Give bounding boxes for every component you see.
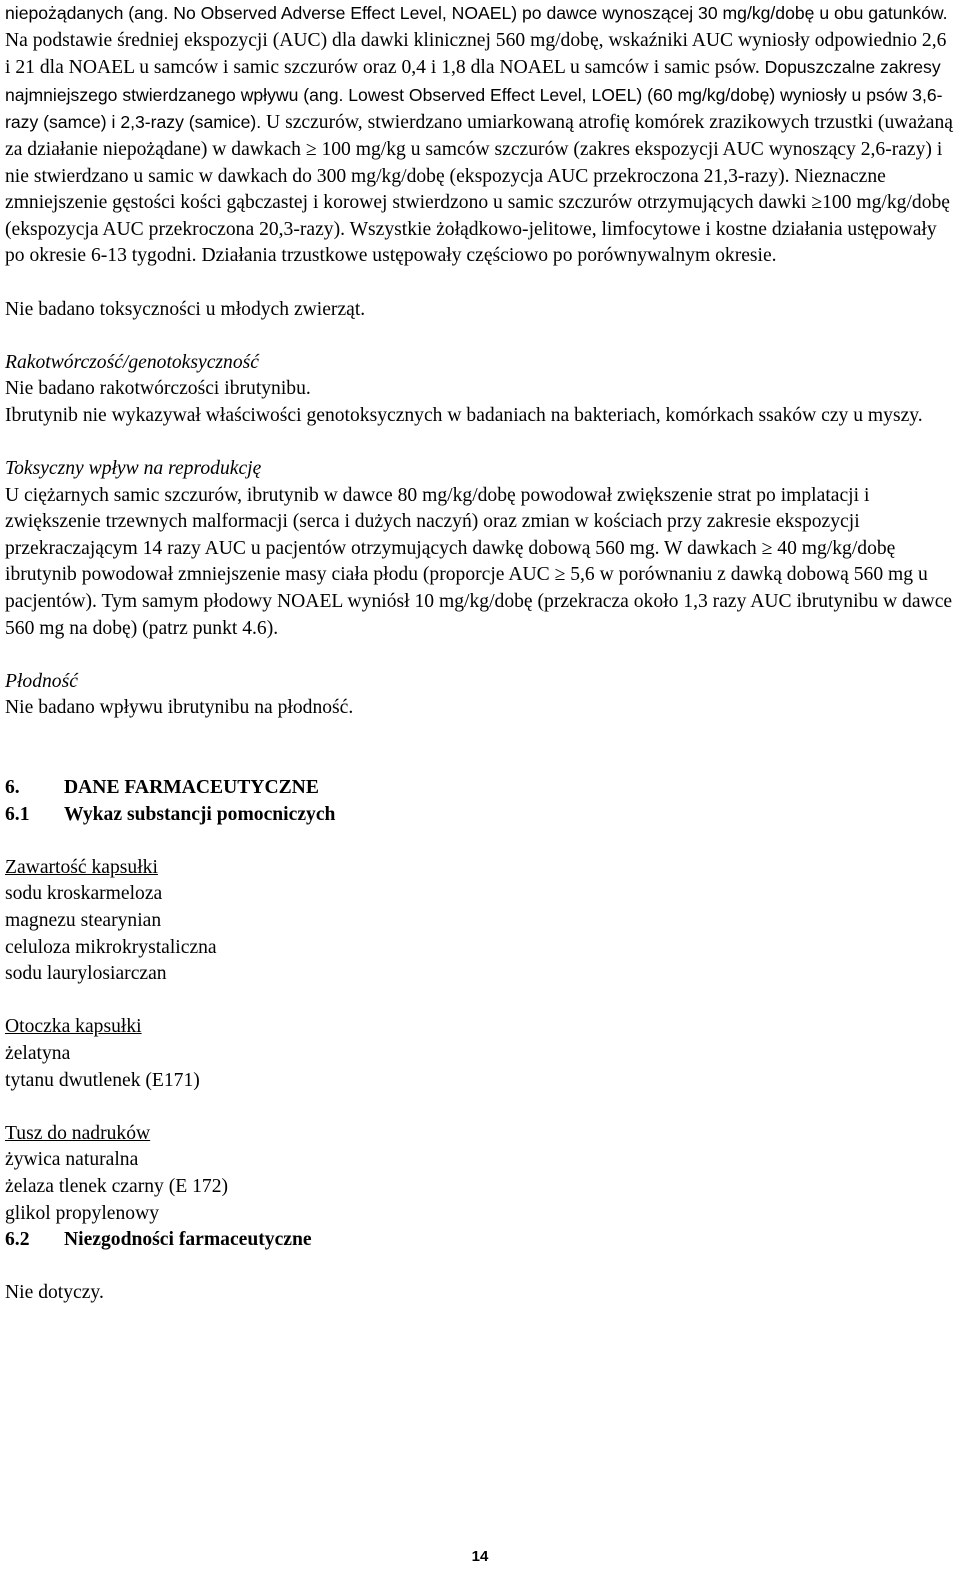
noael-text-3: Dopuszczalne zakresy najmniejszego stwierdzanego wpływu (ang. Lowest Observed Effect Level, LOEL) (60 mg/kg/dobę) wyniosły u psów 3,6-razy (samce) i 2,3-razy (samice).	[5, 57, 943, 133]
carcinogenicity-section	[5, 350, 955, 430]
carcinogenicity-line-2: Ibrutynib nie wykazywał właściwości genotoksycznych w badaniach na bakteriach, komórkach ssaków czy u myszy.	[5, 404, 923, 426]
reproduction-text: U ciężarnych samic szczurów, ibrutynib w dawce 80 mg/kg/dobę powodował zwiększenie strat po implatacji i zwiększenie trzewnych malformacji (serca i dużych naczyń) oraz zmian w kościach przy zakresie ekspozycji przekraczającym 14 razy AUC u pacjentów otrzymujących dawkę dobową 560 mg. W dawkach ≥ 40 mg/kg/dobę ibrutynib powodował zmniejszenie masy ciała płodu (proporcje AUC ≥ 5,6 w porównaniu z dawką dobową 560 mg u pacjentów). Tym samym płodowy NOAEL wyniósł 10 mg/kg/dobę (przekracza około 1,3 razy AUC ibrutynibu w dawce 560 mg na dobę) (patrz punkt 4.6).	[5, 484, 953, 639]
carcinogenicity-title: Rakotwórczość/genotoksyczność	[5, 351, 259, 373]
capsule-content-item: sodu laurylosiarczan	[5, 963, 167, 985]
ink-item: glikol propylenowy	[5, 1202, 160, 1224]
capsule-content-section	[5, 855, 955, 988]
page-number: 14	[471, 1548, 489, 1565]
section-6-2-number: 6.2	[5, 1229, 30, 1251]
noael-text-1: niepożądanych (ang. No Observed Adverse Effect Level, NOAEL) po dawce wynoszącej 30 mg/kg/dobę u obu gatunków.	[5, 3, 948, 23]
incompatibilities-text: Nie dotyczy.	[5, 1282, 104, 1304]
section-6-heading	[5, 775, 955, 802]
capsule-shell-item: żelatyna	[5, 1042, 71, 1064]
section-6-2-title: Niezgodności farmaceutyczne	[64, 1229, 312, 1251]
capsule-content-item: sodu kroskarmeloza	[5, 883, 163, 905]
capsule-shell-item: tytanu dwutlenek (E171)	[5, 1069, 200, 1091]
fertility-text: Nie badano wpływu ibrutynibu na płodność.	[5, 697, 354, 719]
carcinogenicity-line-1: Nie badano rakotwórczości ibrutynibu.	[5, 378, 311, 400]
noael-text-2: Na podstawie średniej ekspozycji (AUC) dla dawki klinicznej 560 mg/dobę, wskaźniki AUC wyniosły odpowiednio 2,6 i 21 dla NOAEL u samców i samic szczurów oraz 0,4 i 1,8 dla NOAEL u samców i samic psów.	[5, 29, 947, 79]
capsule-content-item: celuloza mikrokrystaliczna	[5, 936, 217, 958]
section-6-1-title: Wykaz substancji pomocniczych	[64, 803, 336, 825]
reproduction-title: Toksyczny wpływ na reprodukcję	[5, 458, 262, 480]
reproduction-section	[5, 456, 955, 642]
capsule-shell-title: Otoczka kapsułki	[5, 1016, 142, 1038]
section-6-1-number: 6.1	[5, 803, 30, 825]
fertility-section	[5, 669, 955, 722]
ink-item: żywica naturalna	[5, 1149, 139, 1171]
noael-paragraph	[5, 0, 955, 270]
capsule-shell-section	[5, 1014, 955, 1094]
section-6-1-heading	[5, 802, 955, 829]
capsule-content-title: Zawartość kapsułki	[5, 856, 158, 878]
capsule-content-item: magnezu stearynian	[5, 910, 162, 931]
fertility-title: Płodność	[5, 670, 78, 692]
section-6-title: DANE FARMACEUTYCZNE	[64, 777, 319, 799]
spacer	[5, 722, 955, 775]
section-6-number: 6.	[5, 777, 20, 799]
section-6-2-heading	[5, 1227, 955, 1254]
ink-item: żelaza tlenek czarny (E 172)	[5, 1175, 229, 1197]
ink-title: Tusz do nadruków	[5, 1122, 151, 1144]
ink-section	[5, 1121, 955, 1227]
document-page	[5, 0, 955, 1307]
noael-text-4: U szczurów, stwierdzano umiarkowaną atrofię komórek zrazikowych trzustki (uważaną za działanie niepożądane) w dawkach ≥ 100 mg/kg u samców szczurów (zakres ekspozycji AUC wynoszący 2,6-razy) i nie stwierdzano u samic w dawkach do 300 mg/kg/dobę (ekspozycja AUC przekroczona 21,3-razy). Nieznaczne zmniejszenie gęstości kości gąbczastej i korowej stwierdzono u samic szczurów otrzymujących dawki ≥100 mg/kg/dobę (ekspozycja AUC przekroczona 20,3-razy). Wszystkie żołądkowo-jelitowe, limfocytowe i kostne działania ustępowały po okresie 6-13 tygodni. Działania trzustkowe ustępowały częściowo po porównywalnym okresie.	[5, 112, 953, 267]
juvenile-paragraph: Nie badano toksyczności u młodych zwierząt.	[5, 298, 366, 320]
